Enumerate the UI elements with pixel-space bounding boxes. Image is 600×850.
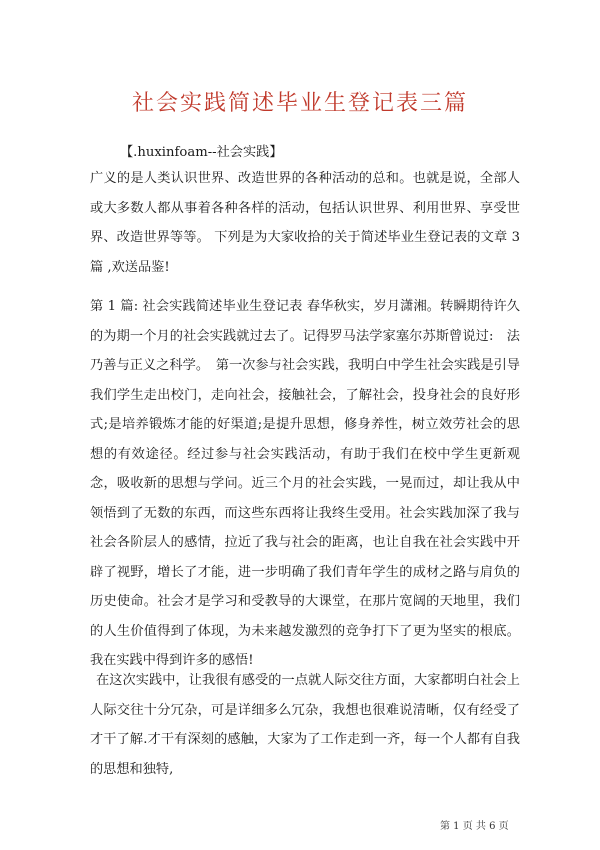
source-tag: 【.huxinfoam--社会实践】 xyxy=(120,145,283,160)
intro-paragraph: 广义的是人类认识世界、改造世界的各种活动的总和。也就是说，全部人或大多数人都从事着各种各样的活动，包括认识世界、利用世界、享受世界、改造世界等等。 下列是为大家收拾的关于简述毕业生登记表的文章 3篇 ,欢送品鉴! xyxy=(90,171,520,275)
page-footer: 第 1 页 共 6 页 xyxy=(440,821,509,832)
page-title: 社会实践简述毕业生登记表三篇 xyxy=(131,91,468,116)
body-paragraph-2: 在这次实践中，让我很有感受的一点就人际交往方面，大家都明白社会上人际交往十分冗杂，可是详细多么冗杂，我想也很难说清晰，仅有经受了才干了解.才干有深刻的感触，大家为了工作走到一齐，每一个人都有自我的思想和独特, xyxy=(90,673,520,777)
body-paragraph-1: 第 1 篇: 社会实践简述毕业生登记表 春华秋实，岁月潇湘。转瞬期待许久的为期一个月的社会实践就过去了。记得罗马法学家塞尔苏斯曾说过: 法乃善与正义之科学。 第一次参与社会实践，我明白中学生社会实践是引导我们学生走出校门，走向社会，接触社会，了解社会，投身社会的良好形式;是培养锻炼才能的好渠道;是提升思想，修身养性，树立效劳社会的思想的有效途径。经过参与社会实践活动，有助于我们在校中学生更新观念，吸收新的思想与学问。近三个月的社会实践，一晃而过，却让我从中领悟到了无数的东西，而这些东西将让我终生受用。社会实践加深了我与社会各阶层人的感情，拉近了我与社会的距离，也让自我在社会实践中开辟了视野，增长了才能，进一步明确了我们青年学生的成材之路与肩负的历史使命。社会才是学习和受教导的大课堂，在那片宽阔的天地里，我们的人生价值得到了体现，为未来越发激烈的竞争打下了更为坚实的根底。我在实践中得到许多的感悟! xyxy=(90,299,520,668)
